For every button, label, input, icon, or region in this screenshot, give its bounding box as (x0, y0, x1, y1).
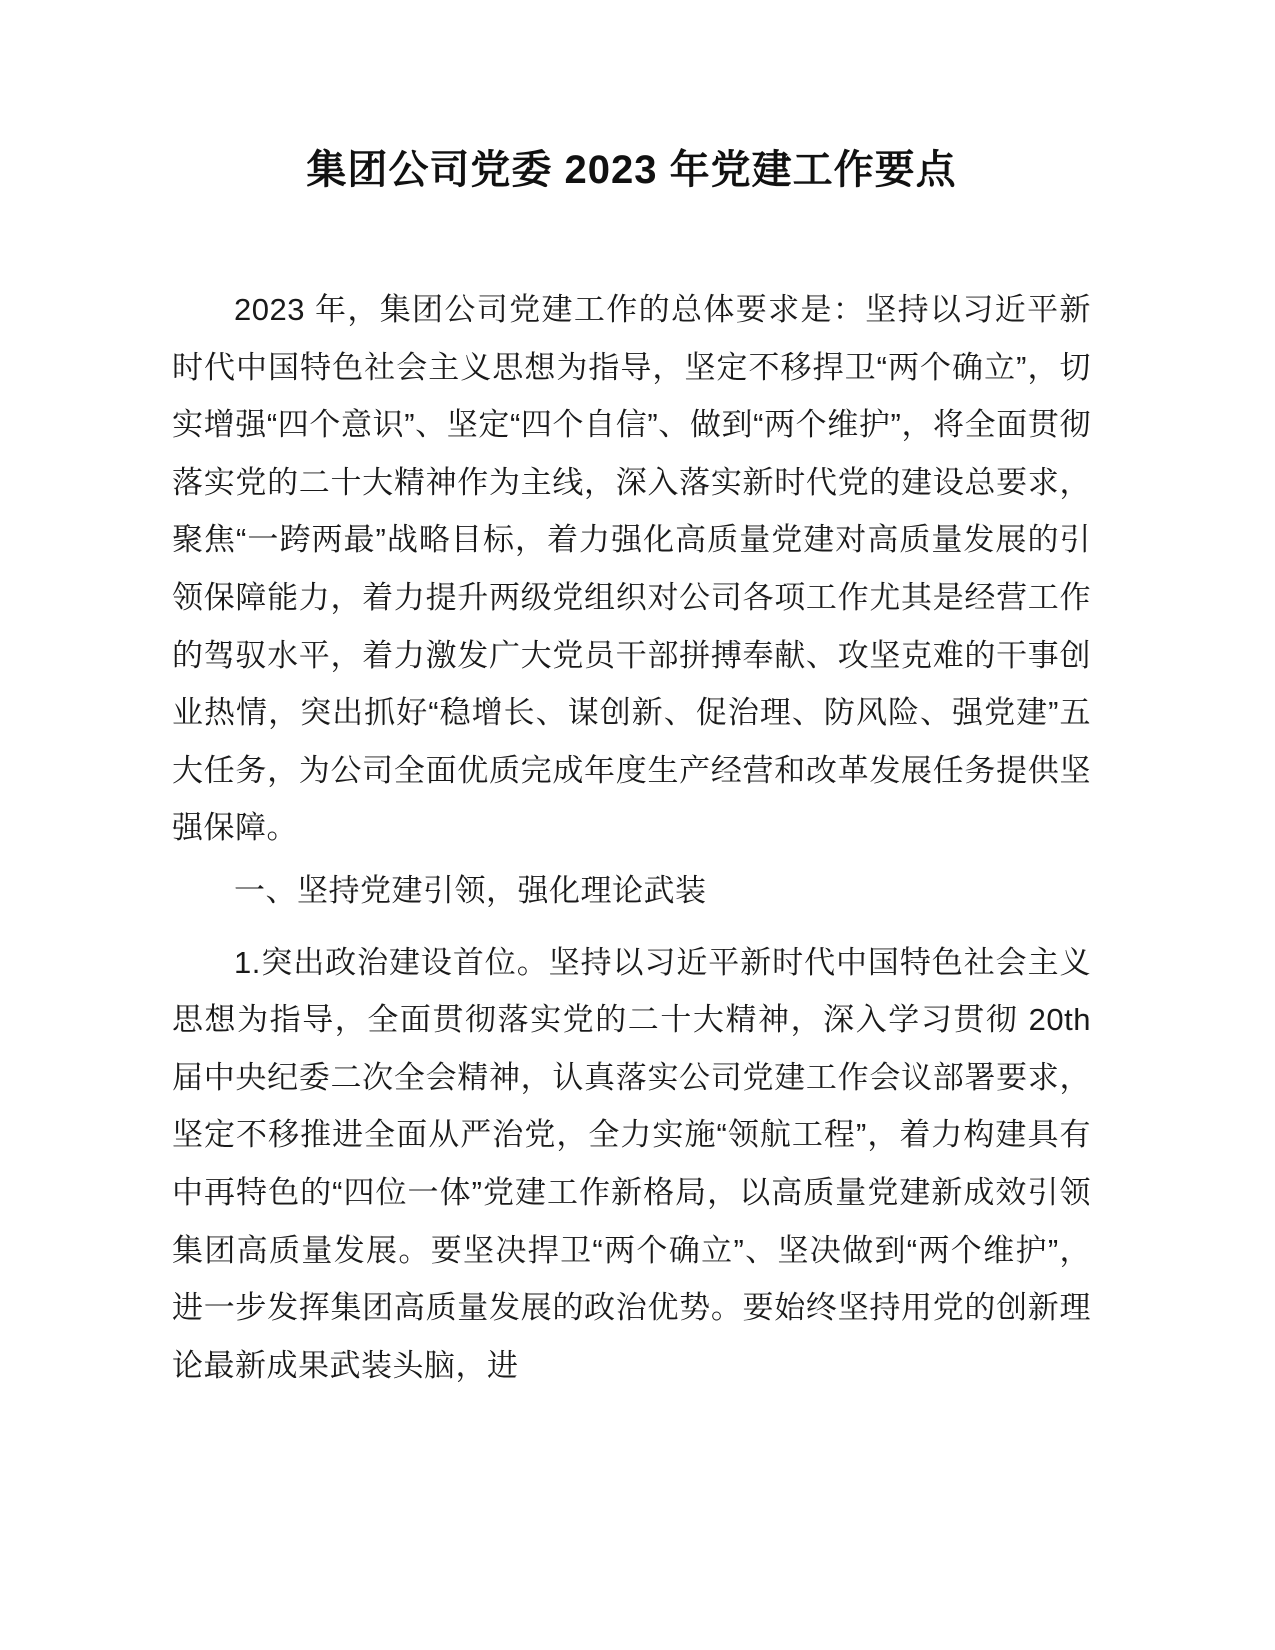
section-1-paragraph-1: 1.突出政治建设首位。坚持以习近平新时代中国特色社会主义思想为指导，全面贯彻落实党的二十大精神，深入学习贯彻 20th 届中央纪委二次全会精神，认真落实公司党建工作会议部署要求，坚定不移推进全面从严治党，全力实施“领航工程”，着力构建具有中再特色的“四位一体”党建工作新格局，以高质量党建新成效引领集团高质量发展。要坚决捍卫“两个确立”、坚决做到“两个维护”，进一步发挥集团高质量发展的政治优势。要始终坚持用党的创新理论最新成果武装头脑，进 (172, 944, 1091, 1383)
intro-paragraph: 2023 年，集团公司党建工作的总体要求是：坚持以习近平新时代中国特色社会主义思想为指导，坚定不移捍卫“两个确立”，切实增强“四个意识”、坚定“四个自信”、做到“两个维护”，将全面贯彻落实党的二十大精神作为主线，深入落实新时代党的建设总要求，聚焦“一跨两最”战略目标，着力强化高质量党建对高质量发展的引领保障能力，着力提升两级党组织对公司各项工作尤其是经营工作的驾驭水平，着力激发广大党员干部拼搏奉献、攻坚克难的干事创业热情，突出抓好“稳增长、谋创新、促治理、防风险、强党建”五大任务，为公司全面优质完成年度生产经营和改革发展任务提供坚强保障。 (172, 292, 1091, 846)
section-1-heading: 一、坚持党建引领，强化理论武装 (234, 872, 707, 908)
document-title: 集团公司党委 2023 年党建工作要点 (306, 148, 957, 192)
